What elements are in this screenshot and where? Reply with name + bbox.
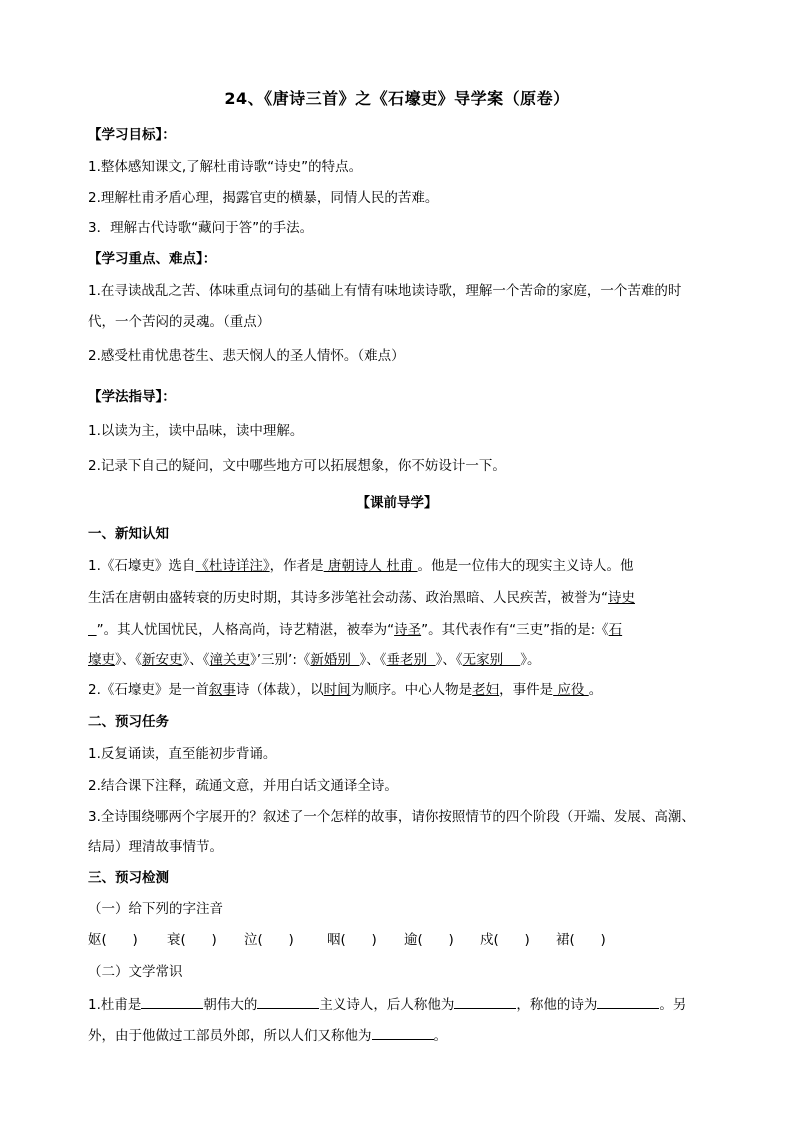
pinyin-char: 泣( ) — [244, 932, 294, 948]
section3-q1-line2: 外，由于他做过工部员外郎，所以人们又称他为 。 — [88, 1025, 447, 1045]
section2-item: 2.结合课下注释，疏通文意，并用白话文通译全诗。 — [88, 778, 398, 794]
fill-blank[interactable] — [257, 994, 319, 1009]
section1-heading: 一、新知认知 — [88, 526, 169, 542]
objective-item: 3．理解古代诗歌“藏问于答”的手法。 — [88, 220, 314, 236]
section3-sub2: （二）文学常识 — [88, 964, 183, 980]
guidance-item: 1.以读为主，读中品味，读中理解。 — [88, 423, 304, 439]
key-points-heading: 【学习重点、难点】： — [88, 251, 217, 267]
fill-blank[interactable] — [141, 994, 203, 1009]
section3-sub1: （一）给下列的字注音 — [88, 901, 223, 917]
pinyin-char: 衰( ) — [167, 932, 217, 948]
pinyin-char: 裙( ) — [556, 932, 606, 948]
fill-blank[interactable] — [454, 994, 516, 1009]
objective-item: 2.理解杜甫矛盾心理，揭露官吏的横暴，同情人民的苦难。 — [88, 190, 439, 206]
guidance-heading: 【学法指导】： — [88, 389, 176, 405]
pinyin-char: 戍( ) — [480, 932, 530, 948]
section1-q1-line3: ”。其人忧国忧民，人格高尚，诗艺精湛，被奉为“诗圣”。其代表作有“三吏”指的是:《石 — [96, 622, 623, 638]
document-title: 24、《唐诗三首》之《石壕吏》导学案（原卷） — [224, 89, 570, 108]
section2-item: 1.反复诵读，直至能初步背诵。 — [88, 746, 277, 762]
section1-q2: 2.《石壕吏》是一首叙事诗（体裁），以时间为顺序。中心人物是老妇，事件是 应役 。 — [88, 682, 603, 698]
pinyin-char: 妪( ) — [88, 932, 138, 948]
section1-q1-line2: 生活在唐朝由盛转衰的历史时期，其诗多涉笔社会动荡、政治黑暗、人民疾苦，被誉为“诗史 — [88, 590, 635, 606]
section2-item: 3.全诗围绕哪两个字展开的？叙述了一个怎样的故事，请你按照情节的四个阶段（开端、发展、高潮、 — [88, 809, 695, 825]
preclass-heading: 【课前导学】 — [356, 495, 438, 511]
section1-q1-line4: 壕吏》、《新安吏》、《潼关吏》’三别’:《新婚别 》、《垂老别 》、《无家别 》。 — [88, 652, 541, 668]
key-point-item: 代，一个苦闷的灵魂。（重点） — [88, 314, 271, 330]
objectives-heading: 【学习目标】： — [88, 127, 176, 143]
key-point-item: 2.感受杜甫忧患苍生、悲天悯人的圣人情怀。（难点） — [88, 348, 405, 364]
section2-heading: 二、预习任务 — [88, 714, 169, 730]
section2-item: 结局）理清故事情节。 — [88, 839, 223, 855]
section1-q1-line1: 1.《石壕吏》选自《杜诗详注》，作者是 唐朝诗人 杜甫 。他是一位伟大的现实主义诗人。他 — [88, 558, 634, 574]
pinyin-char: 逾( ) — [404, 932, 454, 948]
guidance-item: 2.记录下自己的疑问，文中哪些地方可以拓展想象，你不妨设计一下。 — [88, 458, 506, 474]
fill-blank[interactable] — [372, 1025, 434, 1040]
pinyin-char: 咽( ) — [327, 932, 377, 948]
fill-blank[interactable] — [597, 994, 659, 1009]
key-point-item: 1.在寻读战乱之苦、体味重点词句的基础上有情有味地读诗歌，理解一个苦命的家庭，一个苦难的时 — [88, 283, 682, 299]
objective-item: 1.整体感知课文,了解杜甫诗歌“诗史”的特点。 — [88, 159, 363, 175]
section3-q1-line1: 1.杜甫是 朝伟大的 主义诗人，后人称他为 ，称他的诗为 。另 — [88, 994, 686, 1014]
section3-heading: 三、预习检测 — [88, 870, 169, 886]
pinyin-chars-row — [88, 931, 606, 949]
